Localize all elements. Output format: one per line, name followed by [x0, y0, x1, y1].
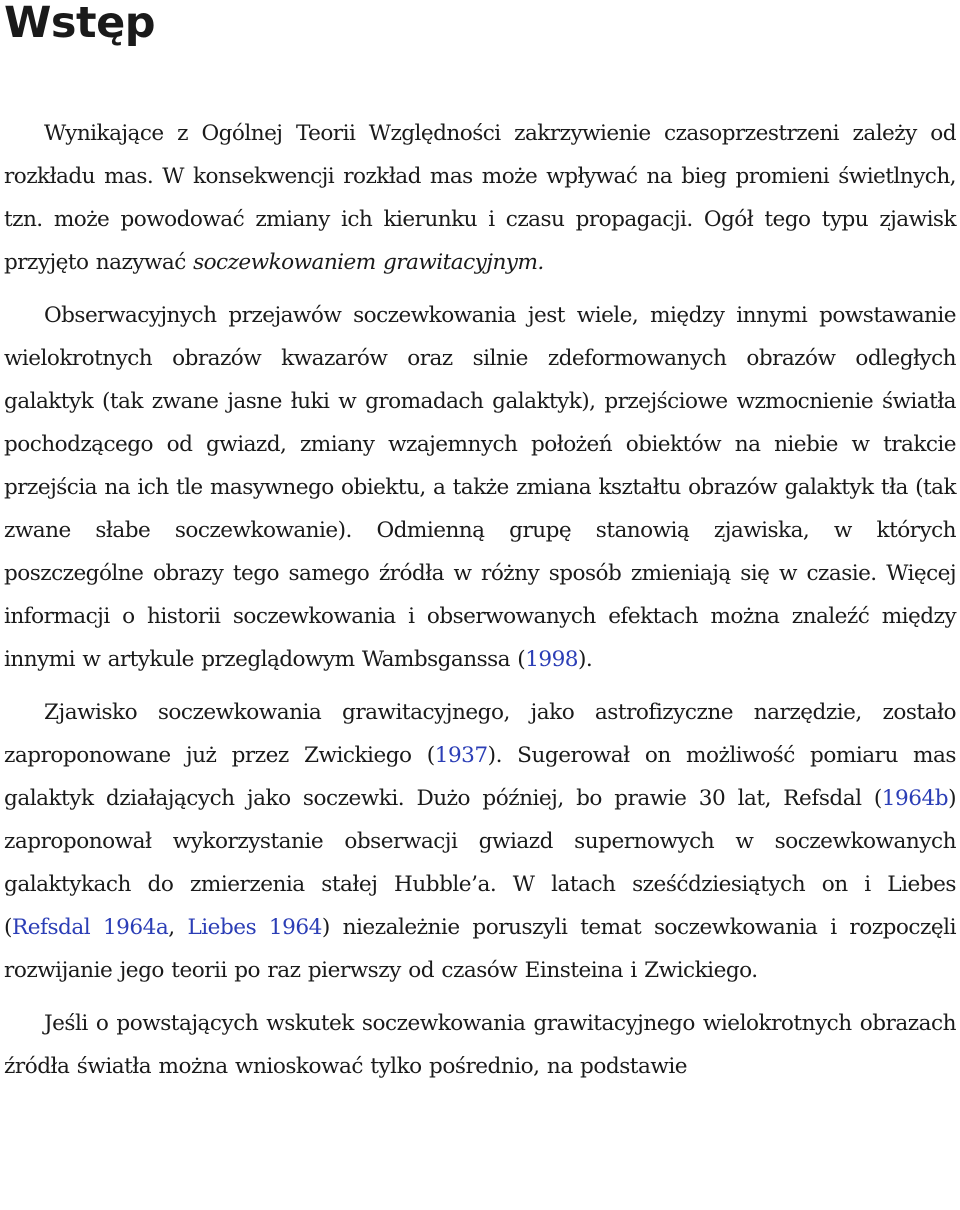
- citation-link-liebes-1964[interactable]: Liebes 1964: [187, 915, 322, 940]
- citation-link-wambsganss-1998[interactable]: 1998: [525, 647, 578, 672]
- paragraph-3-text-d: ,: [168, 915, 188, 940]
- paragraph-4-text: Jeśli o powstających wskutek soczewkowania grawitacyjnego wielokrotnych obrazach źródła światła można wnioskować tylko pośrednio, na podstawie: [4, 1011, 956, 1079]
- emphasized-term: soczewkowaniem grawitacyjnym.: [193, 250, 544, 275]
- paragraph-3-text-c: ) zaproponował wykorzystanie obserwacji gwiazd supernowych w soczewkowanych galaktykach do zmierzenia stałej Hubble’a. W latach sześćdziesiątych on i Liebes (: [4, 786, 956, 940]
- paragraph-3-text-e: ) niezależnie poruszyli temat soczewkowania i rozpoczęli rozwijanie jego teorii po raz pierwszy od czasów Einsteina i Zwickiego.: [4, 915, 956, 983]
- citation-link-refsdal-1964a[interactable]: Refsdal 1964a: [11, 915, 169, 940]
- paragraph-3-text-b: ). Sugerował on możliwość pomiaru mas galaktyk działających jako soczewki. Dużo później, bo prawie 30 lat, Refsdal (: [4, 743, 956, 811]
- citation-link-refsdal-1964b[interactable]: 1964b: [881, 786, 949, 811]
- citation-link-zwicky-1937[interactable]: 1937: [434, 743, 488, 768]
- paragraph-4: [4, 1002, 956, 1088]
- paragraph-1-text: Wynikające z Ogólnej Teorii Względności zakrzywienie czasoprzestrzeni zależy od rozkładu mas. W konsekwencji rozkład mas może wpływać na bieg promieni świetlnych, tzn. może powodować zmiany ich kierunku i czasu propagacji. Ogół tego typu zjawisk przyjęto nazywać: [4, 121, 956, 275]
- section-heading: Wstęp: [4, 0, 156, 48]
- paragraph-3-text: Zjawisko soczewkowania grawitacyjnego, jako astrofizyczne narzędzie, zostało zaproponowane już przez Zwickiego (: [4, 700, 956, 768]
- paragraph-2: [4, 294, 956, 681]
- section-body: [4, 112, 956, 1088]
- paragraph-3: [4, 691, 956, 992]
- paragraph-2-text: Obserwacyjnych przejawów soczewkowania jest wiele, między innymi powstawanie wielokrotnych obrazów kwazarów oraz silnie zdeformowanych obrazów odległych galaktyk (tak zwane jasne łuki w gromadach galaktyk), przejściowe wzmocnienie światła pochodzącego od gwiazd, zmiany wzajemnych położeń obiektów na niebie w trakcie przejścia na ich tle masywnego obiektu, a także zmiana kształtu obrazów galaktyk tła (tak zwane słabe soczewkowanie). Odmienną grupę stanowią zjawiska, w których poszczególne obrazy tego samego źródła w różny sposób zmieniają się w czasie. Więcej informacji o historii soczewkowania i obserwowanych efektach można znaleźć między innymi w artykule przeglądowym Wambsganssa (: [4, 303, 956, 672]
- paragraph-2-text-end: ).: [577, 647, 593, 672]
- paragraph-1: [4, 112, 956, 284]
